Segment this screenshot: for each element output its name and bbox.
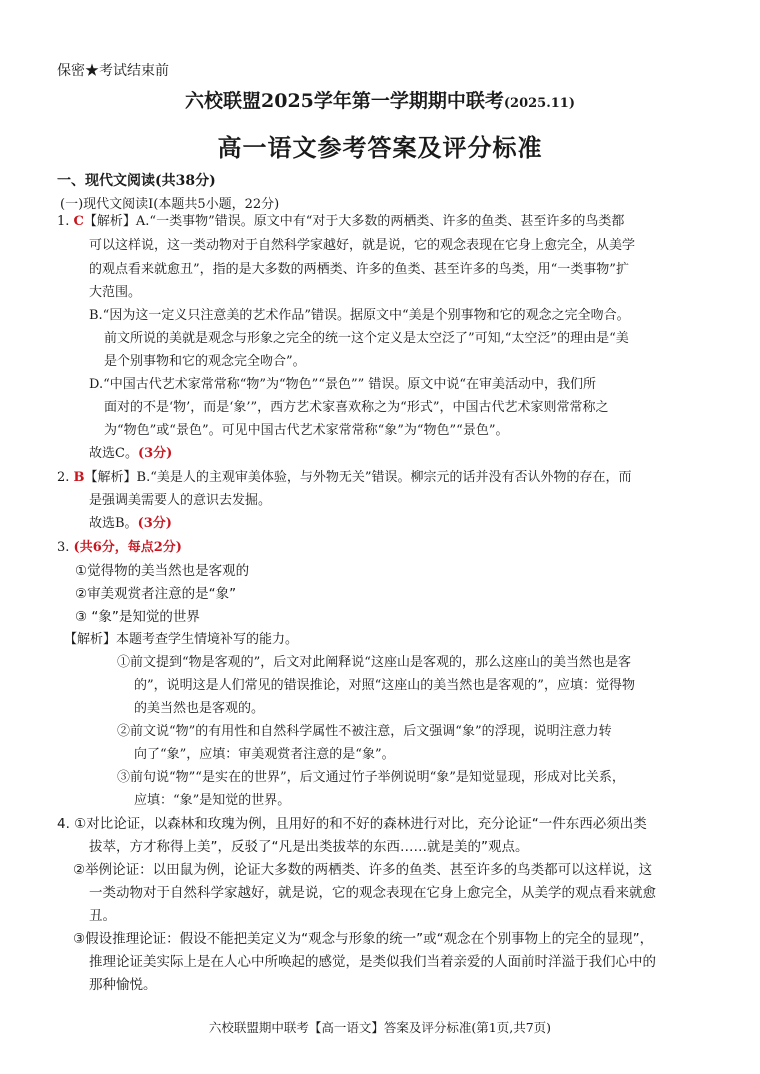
q1-option-d-line-1: D.“中国古代艺术家常常称“物”为“物色”“景色”” 错误。原文中说“在审美活动中，我们所	[89, 377, 597, 392]
q1-option-b-line-2: 前文所说的美就是观念与形象之完全的统一这个定义是太空泛了”可知,“太空泛”的理由是“美	[104, 331, 629, 346]
q3-analysis-3a: ③前句说“物”“是实在的世界”，后文通过竹子举例说明“象”是知觉显现，形成对比关系，	[117, 770, 625, 785]
q4-point-2c: 丑。	[89, 908, 116, 924]
confidential-label: 保密★考试结束前	[57, 63, 169, 79]
q4-point-3b: 推理论证美实际上是在人心中所唤起的感觉，是类似我们当着亲爱的人面前时洋溢于我们心中的	[89, 954, 656, 970]
exam-date: (2025.11)	[503, 96, 575, 111]
q3-number: 3.	[57, 540, 74, 555]
q1-line-2: 可以这样说，这一类动物对于自然科学家越好，就是说，它的观念表现在它身上愈完全，从美学	[89, 238, 636, 253]
q1-line-3: 的观点看来就愈丑”，指的是大多数的两栖类、许多的鱼类、甚至许多的鸟类，用“一类事物”扩	[89, 262, 629, 277]
sub-heading: (一)现代文阅读Ⅰ(本题共5小题，22分)	[60, 197, 280, 212]
q3-analysis-1a: ①前文提到“物是客观的”，后文对此阐释说“这座山是客观的，那么这座山的美当然也是客	[117, 655, 631, 670]
q4-point-2a: ②举例论证：以田鼠为例，论证大多数的两栖类、许多的鱼类、甚至许多的鸟类都可以这样说，这	[73, 862, 653, 878]
q1-analysis-text: 【解析】A.“一类事物”错误。原文中有“对于大多数的两栖类、许多的鱼类、甚至许多的鸟类都	[83, 214, 625, 229]
q3-point-3: ③ “象”是知觉的世界	[75, 609, 200, 625]
document-title: 高一语文参考答案及评分标准	[217, 133, 543, 162]
q3-analysis-2a: ②前文说“物”的有用性和自然科学属性不被注意，后文强调“象”的浮现，说明注意力转	[117, 724, 612, 739]
q1-option-b-line-3: 是个别事物和它的观念完全吻合”。	[104, 354, 306, 369]
q4-point-1a	[57, 814, 647, 834]
q2-line-1	[57, 468, 632, 488]
q2-conclusion	[89, 514, 172, 534]
q3-score: (共6分，每点2分)	[73, 540, 182, 555]
q4-number: 4.	[57, 816, 75, 832]
q2-line-2: 是强调美需要人的意识去发掘。	[89, 493, 272, 508]
q4-point-3c: 那种愉悦。	[89, 977, 157, 993]
q4-point-1b: 拔萃，方才称得上美”，反驳了“凡是出类拔萃的东西……就是美的”观点。	[89, 839, 529, 855]
q1-option-b-line-1: B.“因为这一定义只注意美的艺术作品”错误。据原文中“美是个别事物和它的观念之完全吻合。	[89, 308, 630, 323]
q1-conclusion-text: 故选C。	[89, 446, 138, 461]
q1-number: 1.	[57, 214, 74, 229]
q4-point-1a-text: ①对比论证，以森林和玫瑰为例，且用好的和不好的森林进行对比，充分论证“一件东西必须出类	[74, 816, 647, 832]
q2-number: 2.	[57, 470, 74, 485]
q1-line-1	[57, 212, 624, 232]
q2-analysis-text: 【解析】B.“美是人的主观审美体验，与外物无关”错误。柳宗元的话并没有否认外物的存在，而	[84, 470, 632, 485]
q3-point-1: ①觉得物的美当然也是客观的	[75, 563, 250, 579]
q3-point-2: ②审美观赏者注意的是“象”	[75, 586, 237, 602]
q3-analysis-2b: 向了“象”，应填：审美观赏者注意的是“象”。	[134, 747, 395, 762]
q3-line-1	[57, 538, 182, 558]
q2-answer: B	[73, 470, 85, 485]
q3-analysis-intro: 【解析】本题考查学生情境补写的能力。	[64, 632, 299, 647]
q2-conclusion-text: 故选B。	[89, 516, 138, 531]
exam-title	[0, 86, 760, 113]
q4-point-2b: 一类动物对于自然科学家越好，就是说，它的观念表现在它身上愈完全，从美学的观点看来就愈	[89, 885, 656, 901]
section-heading: 一、现代文阅读(共38分)	[57, 173, 216, 189]
q1-option-d-line-2: 面对的不是‘物’，而是‘象’”，西方艺术家喜欢称之为“形式”，中国古代艺术家则常常称之	[104, 400, 609, 415]
q1-option-d-line-3: 为“物色”或“景色”。可见中国古代艺术家常常称“象”为“物色”“景色”。	[104, 423, 509, 438]
q1-conclusion	[89, 444, 172, 464]
q3-analysis-1c: 的美当然也是客观的。	[134, 701, 265, 716]
q4-point-3a: ③假设推理论证：假设不能把美定义为“观念与形象的统一”或“观念在个别事物上的完全的显现”，	[73, 931, 654, 947]
exam-title-text: 六校联盟2025学年第一学期期中联考	[185, 90, 504, 112]
q3-analysis-3b: 应填：“象”是知觉的世界。	[134, 793, 291, 808]
q1-line-4: 大范围。	[89, 285, 142, 300]
q3-analysis-1b: 的”，说明这是人们常见的错误推论，对照“这座山的美当然也是客观的”，应填：觉得物	[134, 678, 635, 693]
q1-score: (3分)	[137, 446, 173, 461]
q2-score: (3分)	[137, 516, 172, 531]
page-footer: 六校联盟期中联考【高一语文】答案及评分标准(第1页,共7页)	[208, 1020, 552, 1035]
q1-answer: C	[73, 214, 84, 229]
